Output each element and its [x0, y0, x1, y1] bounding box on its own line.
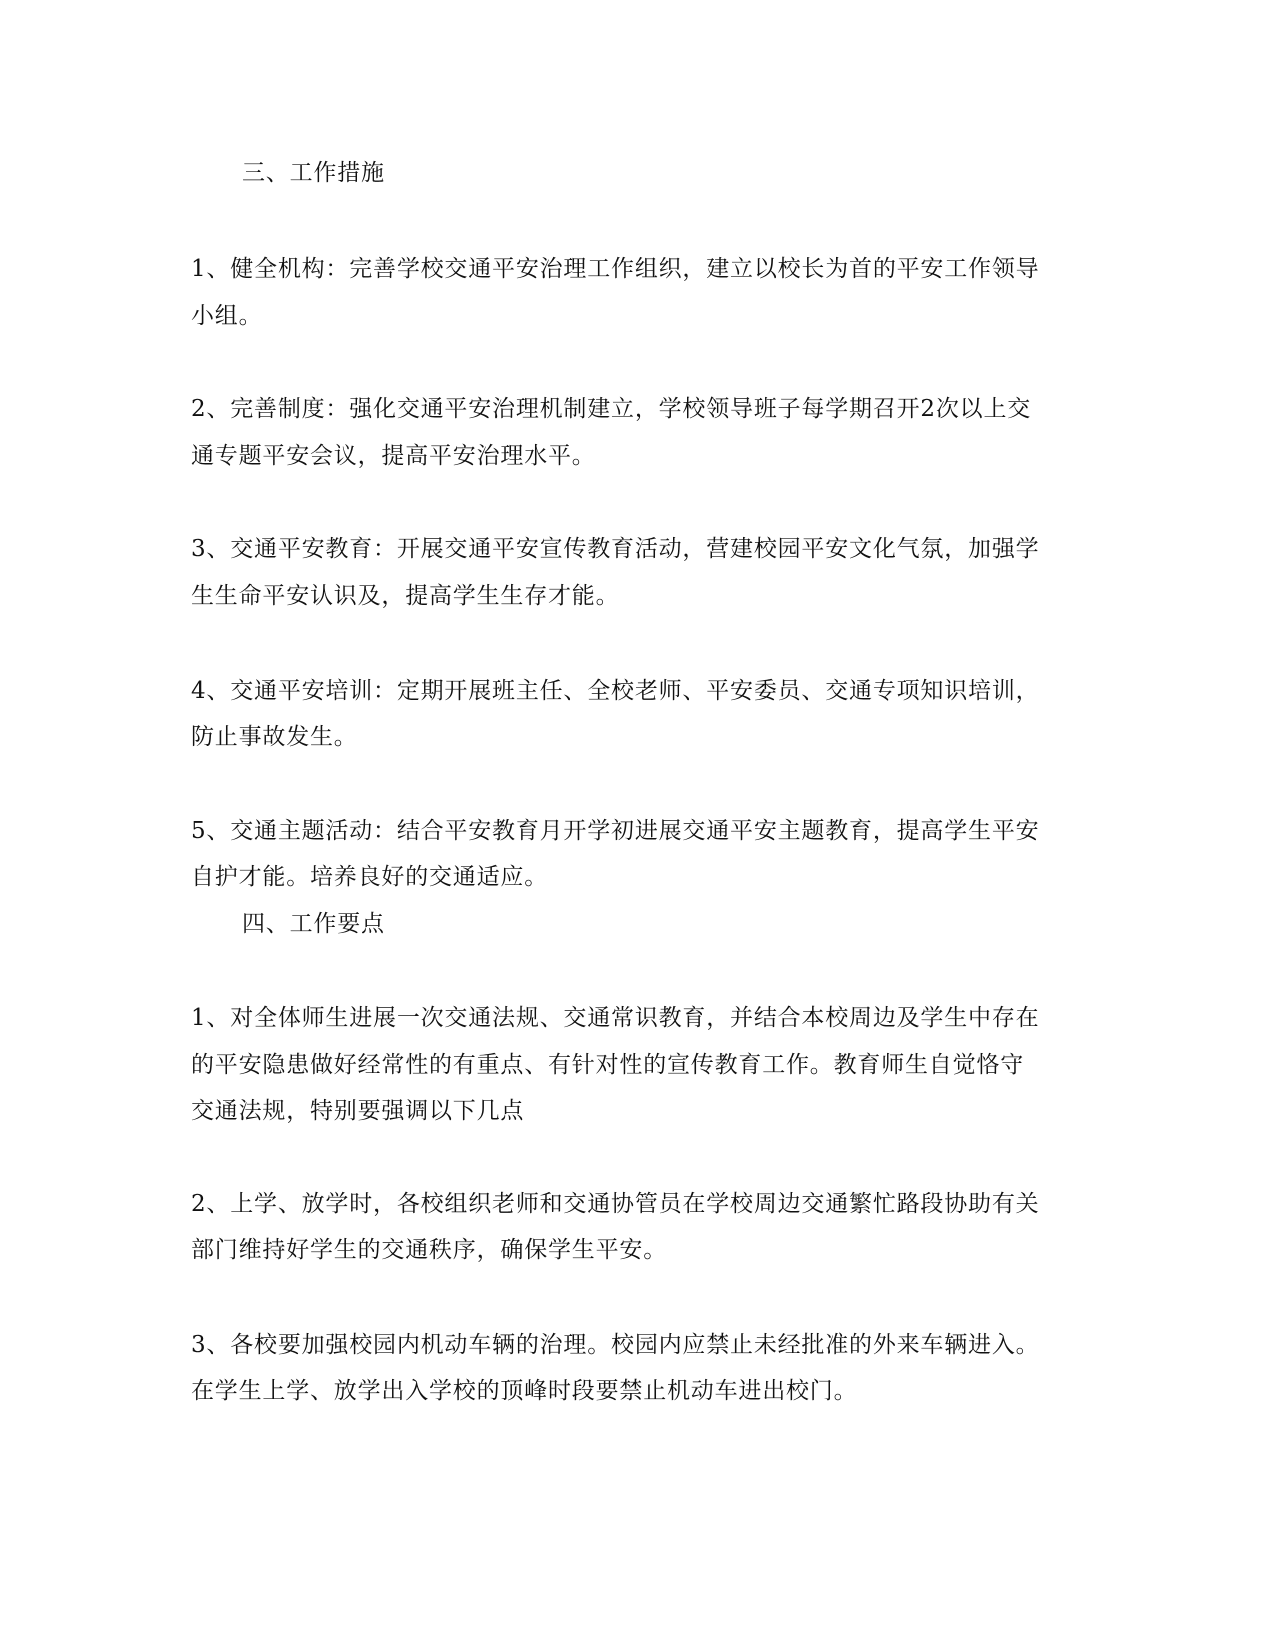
- point-1-line-3: 交通法规，特别要强调以下几点: [191, 1098, 525, 1124]
- measure-1-line-2: 小组。: [191, 303, 263, 329]
- point-3-line-1: 3、各校要加强校园内机动车辆的治理。校园内应禁止未经批准的外来车辆进入。: [191, 1332, 1040, 1358]
- point-1-line-2: 的平安隐患做好经常性的有重点、有针对性的宣传教育工作。教育师生自觉恪守: [191, 1052, 1024, 1078]
- measure-1-line-1: 1、健全机构：完善学校交通平安治理工作组织，建立以校长为首的平安工作领导: [191, 256, 1040, 282]
- measure-4-line-1: 4、交通平安培训：定期开展班主任、全校老师、平安委员、交通专项知识培训，: [191, 678, 1040, 704]
- measure-3-line-2: 生生命平安认识及，提高学生生存才能。: [191, 583, 620, 609]
- point-2-line-1: 2、上学、放学时，各校组织老师和交通协管员在学校周边交通繁忙路段协助有关: [191, 1191, 1040, 1217]
- measure-4-line-2: 防止事故发生。: [191, 724, 358, 750]
- measure-2-line-1: 2、完善制度：强化交通平安治理机制建立，学校领导班子每学期召开2次以上交: [191, 396, 1032, 422]
- point-1-line-1: 1、对全体师生进展一次交通法规、交通常识教育，并结合本校周边及学生中存在: [191, 1005, 1040, 1031]
- measure-5-line-2: 自护才能。培养良好的交通适应。: [191, 864, 548, 890]
- point-3-line-2: 在学生上学、放学出入学校的顶峰时段要禁止机动车进出校门。: [191, 1378, 858, 1404]
- section-heading-measures: 三、工作措施: [242, 160, 385, 186]
- measure-3-line-1: 3、交通平安教育：开展交通平安宣传教育活动，营建校园平安文化气氛，加强学: [191, 536, 1040, 562]
- measure-2-line-2: 通专题平安会议，提高平安治理水平。: [191, 443, 596, 469]
- section-heading-key-points: 四、工作要点: [242, 911, 385, 937]
- measure-5-line-1: 5、交通主题活动：结合平安教育月开学初进展交通平安主题教育，提高学生平安: [191, 818, 1040, 844]
- point-2-line-2: 部门维持好学生的交通秩序，确保学生平安。: [191, 1237, 667, 1263]
